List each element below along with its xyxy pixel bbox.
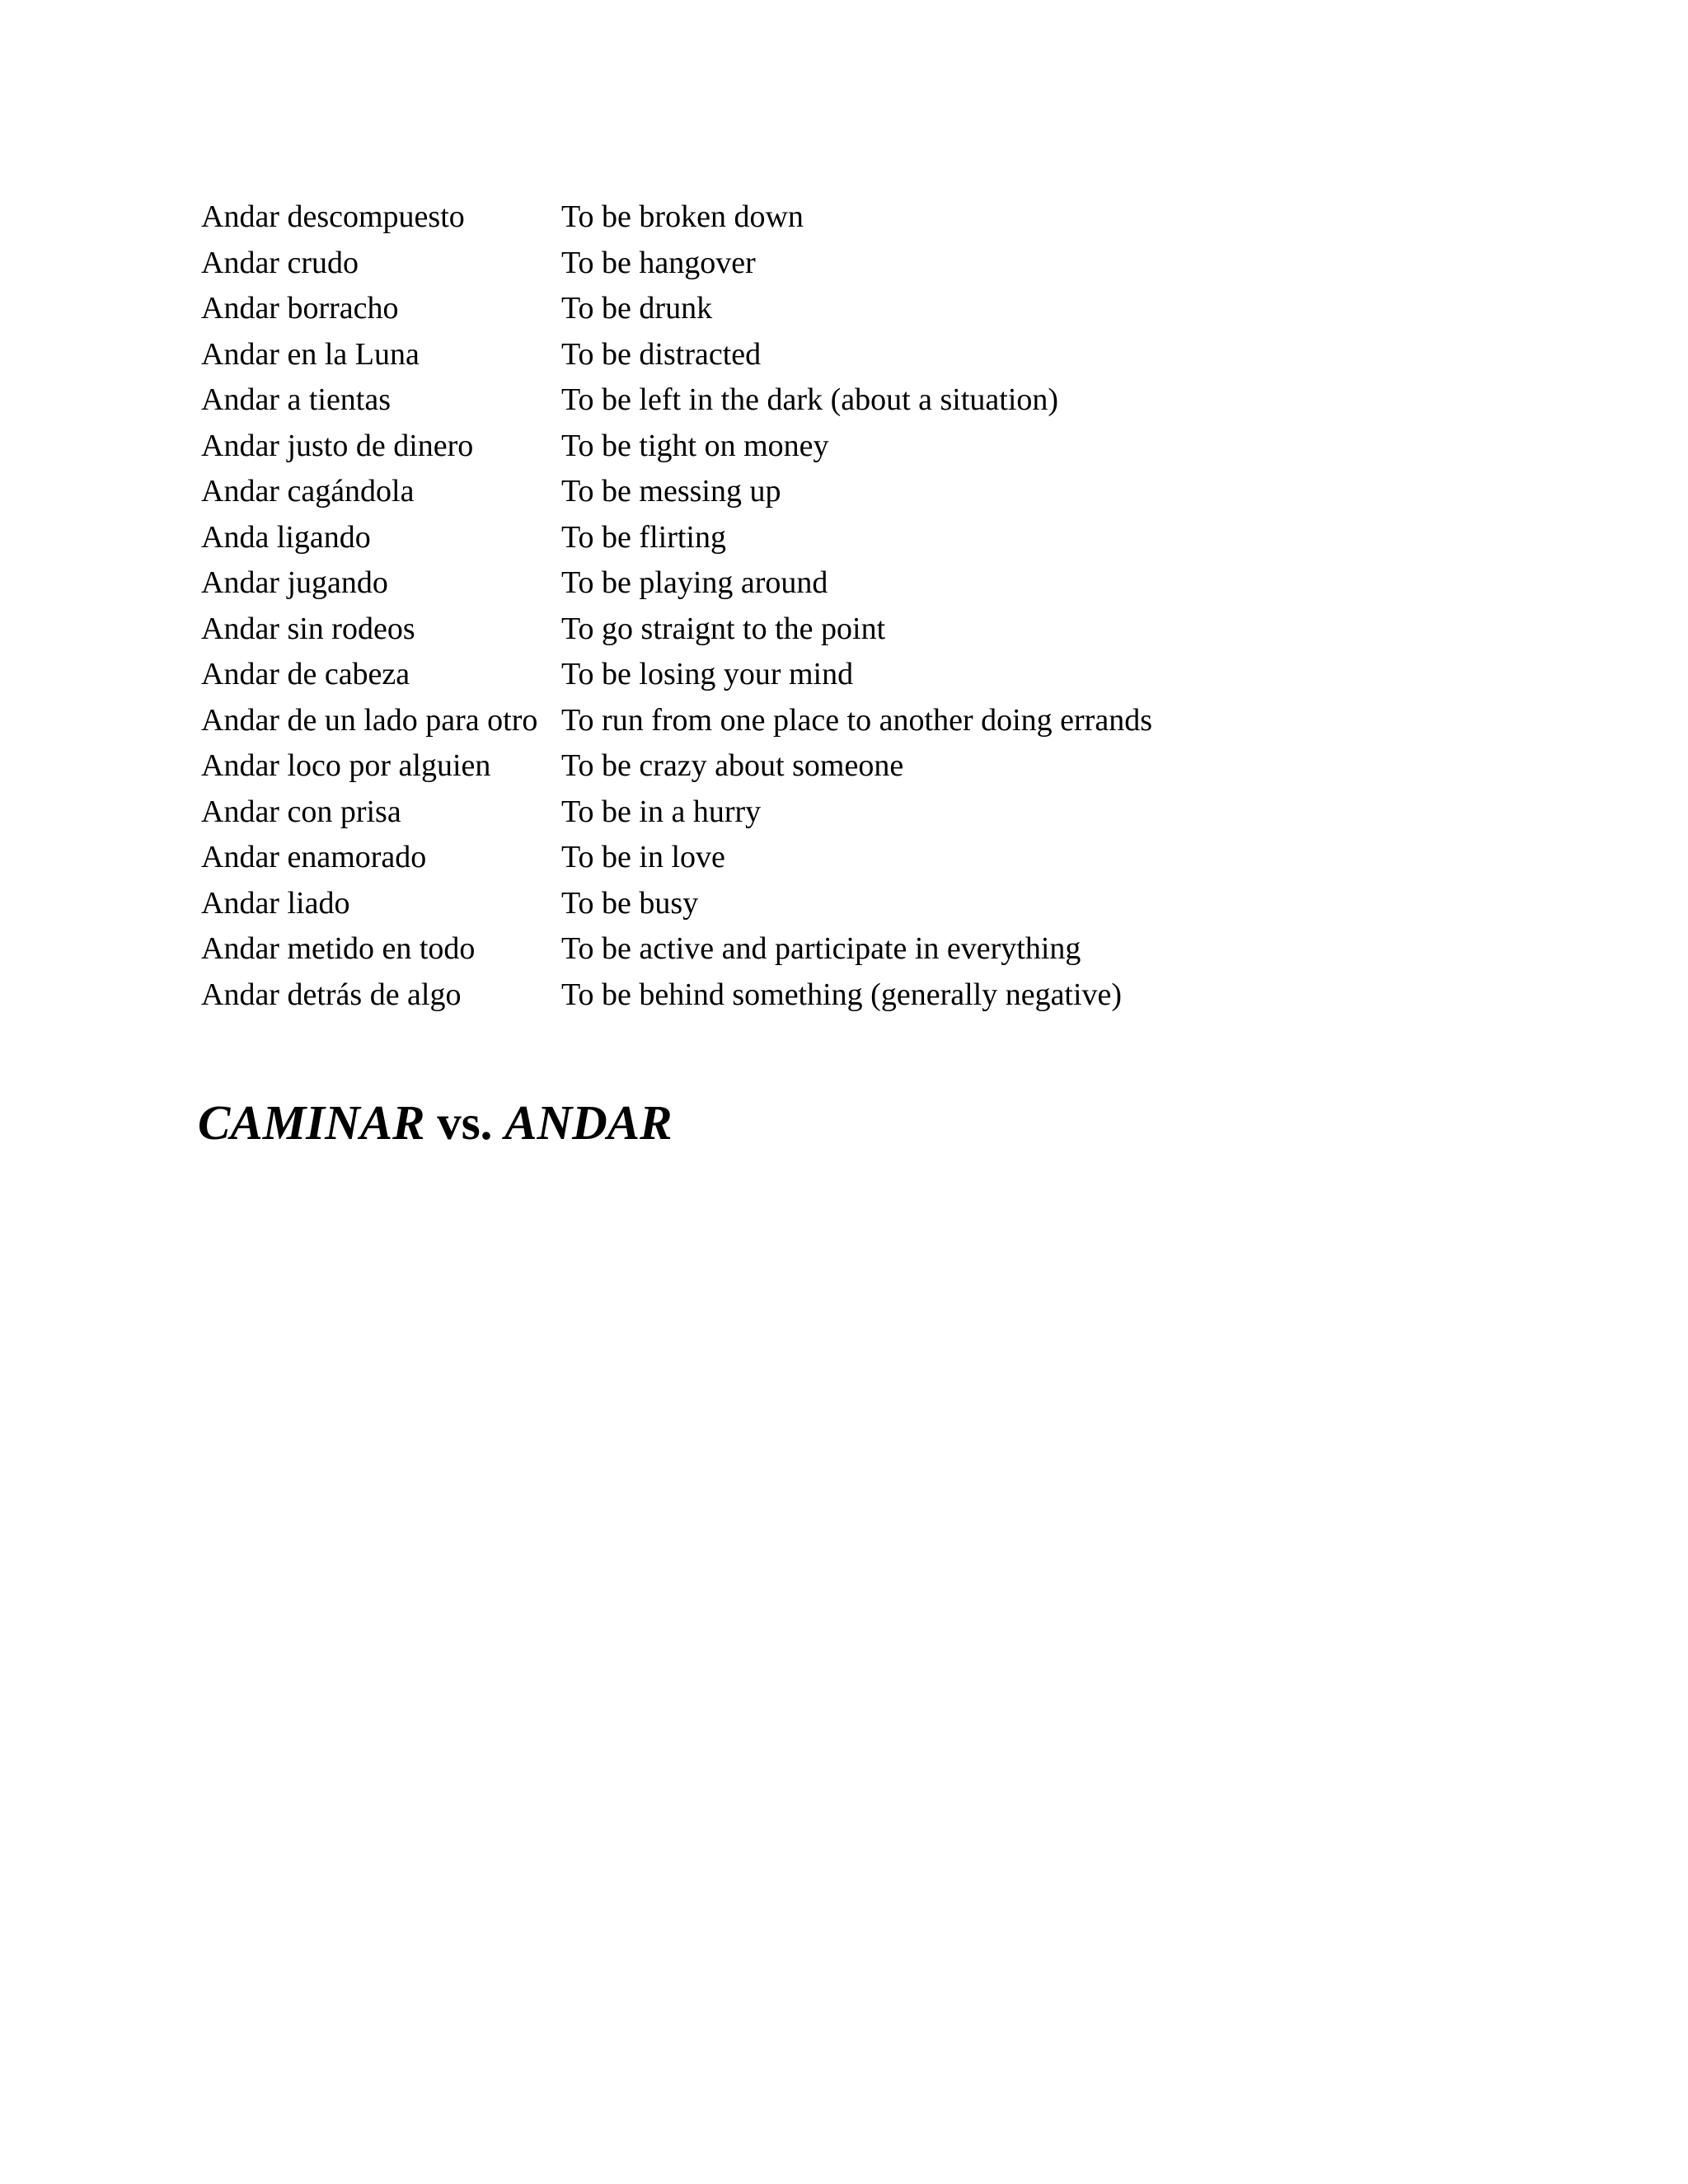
spanish-phrase: Andar crudo [201, 245, 359, 280]
phrase-row [201, 560, 1273, 607]
spanish-phrase: Andar a tientas [201, 382, 392, 417]
spanish-phrase: Andar jugando [201, 565, 388, 600]
english-translation: To be playing around [561, 565, 828, 600]
phrase-row [201, 835, 1273, 881]
english-translation: To be hangover [561, 245, 756, 280]
heading-vs: vs. [437, 1094, 493, 1150]
spanish-phrase: Anda ligando [201, 519, 371, 555]
english-translation: To go straignt to the point [561, 611, 886, 646]
english-translation: To be losing your mind [561, 657, 854, 691]
english-translation: To be active and participate in everything [561, 931, 1081, 966]
english-translation: To be flirting [561, 519, 726, 555]
english-translation: To be crazy about someone [561, 748, 904, 783]
phrase-row [201, 515, 1273, 561]
spanish-phrase: Andar borracho [201, 291, 399, 326]
phrase-row [201, 926, 1273, 972]
english-translation: To be in a hurry [561, 794, 762, 829]
phrase-row [201, 881, 1273, 927]
spanish-phrase: Andar de un lado para otro [201, 702, 538, 738]
spanish-phrase: Andar justo de dinero [201, 428, 474, 463]
phrase-row [201, 377, 1273, 424]
spanish-phrase: Andar detrás de algo [201, 977, 462, 1012]
phrase-row [201, 743, 1273, 790]
spanish-phrase: Andar loco por alguien [201, 748, 491, 783]
spanish-phrase: Andar en la Luna [201, 336, 420, 372]
spanish-phrase: Andar de cabeza [201, 657, 410, 691]
english-translation: To be messing up [561, 474, 781, 509]
english-translation: To be distracted [561, 336, 762, 372]
english-translation: To be left in the dark (about a situation) [561, 382, 1059, 417]
phrase-row [201, 286, 1273, 332]
phrase-row [201, 652, 1273, 698]
heading-word-caminar: CAMINAR [198, 1094, 425, 1150]
phrase-row [201, 332, 1273, 378]
english-translation: To be busy [561, 885, 699, 921]
spanish-phrase: Andar enamorado [201, 840, 427, 874]
spanish-phrase: Andar con prisa [201, 794, 401, 829]
english-translation: To be broken down [561, 199, 804, 234]
english-translation: To be tight on money [561, 428, 829, 463]
heading-word-andar: ANDAR [504, 1094, 673, 1150]
phrase-row [201, 698, 1273, 744]
phrase-row [201, 607, 1273, 653]
phrase-row [201, 194, 1273, 241]
english-translation: To be in love [561, 840, 725, 874]
spanish-phrase: Andar liado [201, 885, 350, 921]
english-translation: To be drunk [561, 291, 713, 326]
spanish-phrase: Andar cagándola [201, 474, 415, 509]
phrase-table [201, 194, 1273, 1018]
spanish-phrase: Andar metido en todo [201, 931, 476, 966]
phrase-row [201, 972, 1273, 1019]
phrase-row [201, 424, 1273, 470]
phrase-row [201, 469, 1273, 515]
section-heading [198, 1094, 672, 1151]
spanish-phrase: Andar descompuesto [201, 199, 465, 234]
phrase-row [201, 790, 1273, 836]
spanish-phrase: Andar sin rodeos [201, 611, 415, 646]
english-translation: To be behind something (generally negative) [561, 977, 1123, 1012]
phrase-row [201, 241, 1273, 287]
english-translation: To run from one place to another doing errands [561, 702, 1152, 738]
